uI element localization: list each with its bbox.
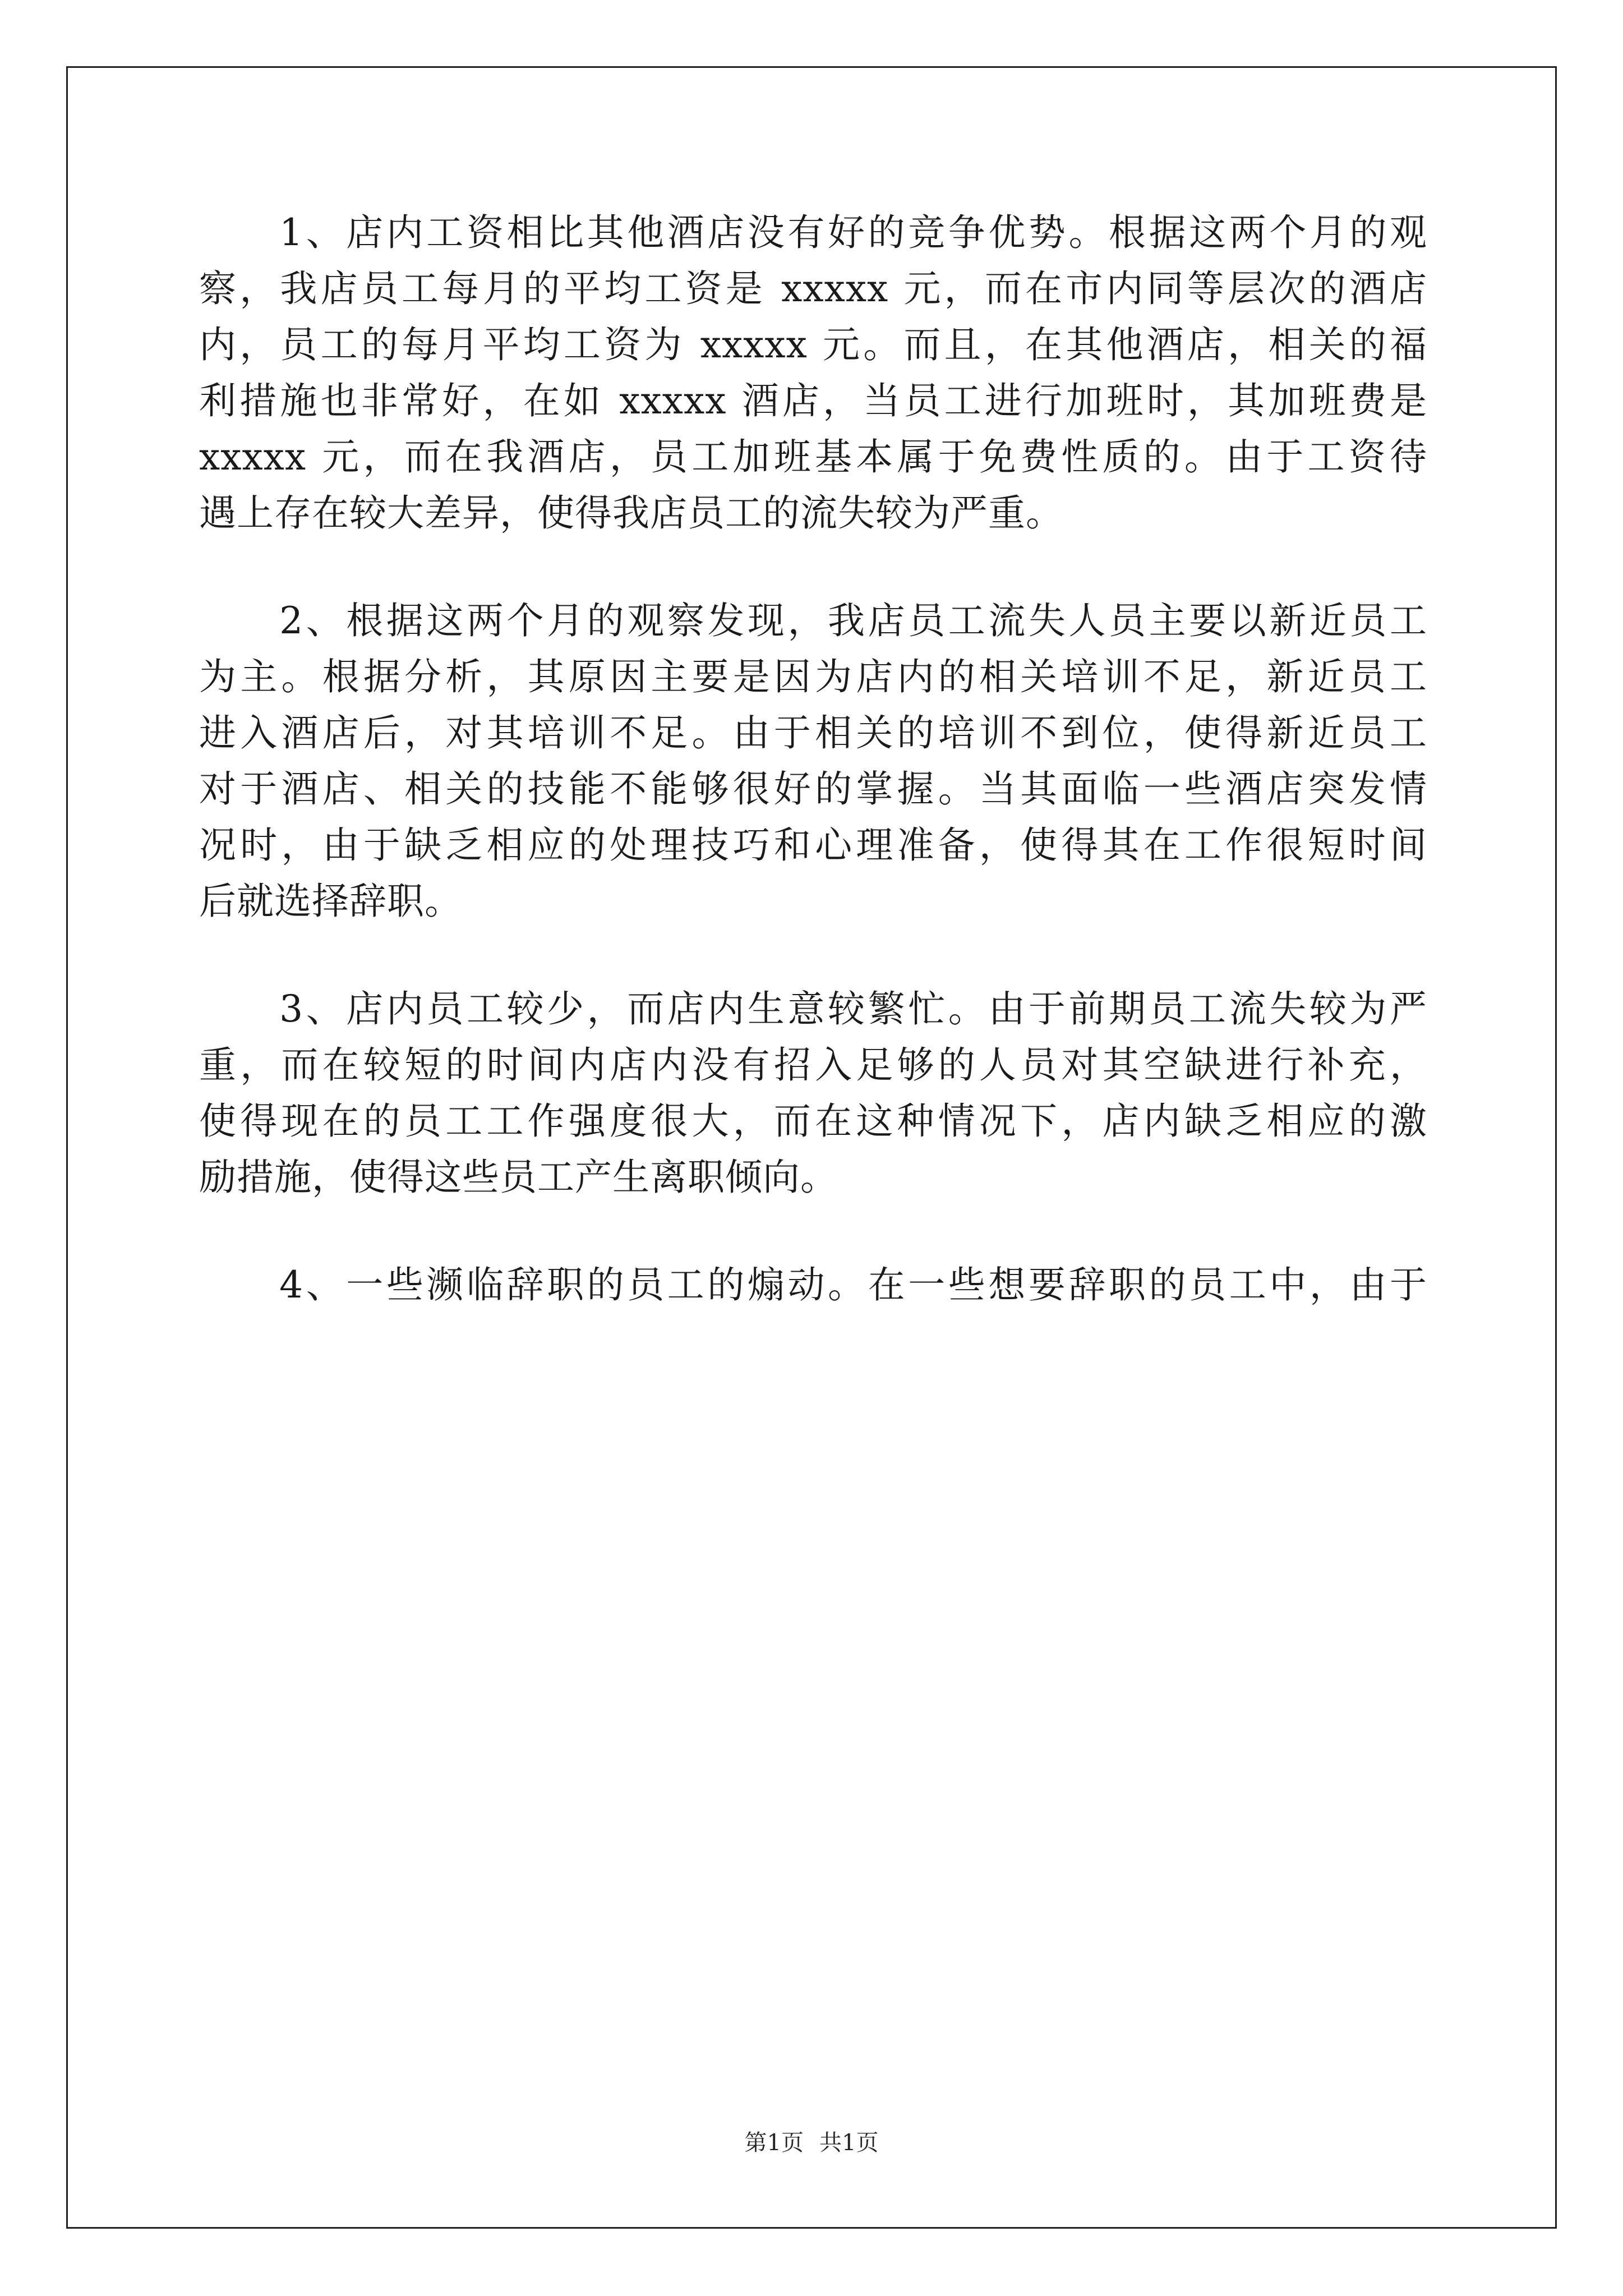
text-line: xxxxx 元，而在我酒店，员工加班基本属于免费性质的。由于工资待: [199, 435, 1427, 478]
text-line: 对于酒店、相关的技能不能够很好的掌握。当其面临一些酒店突发情: [199, 767, 1427, 811]
text-line: 遇上存在较大差异，使得我店员工的流失较为严重。: [199, 491, 1063, 535]
text-line: 重，而在较短的时间内店内没有招入足够的人员对其空缺进行补充，: [199, 1043, 1427, 1087]
text-line: 为主。根据分析，其原因主要是因为店内的相关培训不足，新近员工: [199, 655, 1427, 698]
page-total: 共1页: [819, 2130, 879, 2156]
text-line: 使得现在的员工工作强度很大，而在这种情况下，店内缺乏相应的激: [199, 1099, 1427, 1143]
text-line: 进入酒店后，对其培训不足。由于相关的培训不到位，使得新近员工: [199, 711, 1427, 754]
paragraph-2: [199, 593, 1427, 930]
text-line: 2、根据这两个月的观察发现，我店员工流失人员主要以新近员工: [199, 599, 1427, 642]
text-line: 3、店内员工较少，而店内生意较繁忙。由于前期员工流失较为严: [199, 987, 1427, 1030]
text-line: 况时，由于缺乏相应的处理技巧和心理准备，使得其在工作很短时间: [199, 823, 1427, 867]
page-number: 第1页: [744, 2130, 804, 2156]
paragraph-1: [199, 205, 1427, 541]
page-footer: [0, 2129, 1623, 2157]
text-line: 4、一些濒临辞职的员工的煽动。在一些想要辞职的员工中，由于: [199, 1263, 1427, 1306]
document-body: [199, 205, 1427, 1313]
text-line: 1、店内工资相比其他酒店没有好的竞争优势。根据这两个月的观: [199, 211, 1427, 254]
text-line: 后就选择辞职。: [199, 880, 462, 923]
text-line: 察，我店员工每月的平均工资是 xxxxx 元，而在市内同等层次的酒店: [199, 267, 1427, 310]
paragraph-4: [199, 1257, 1427, 1313]
text-line: 利措施也非常好，在如 xxxxx 酒店，当员工进行加班时，其加班费是: [199, 379, 1427, 422]
text-line: 励措施，使得这些员工产生离职倾向。: [199, 1156, 838, 1199]
paragraph-3: [199, 981, 1427, 1205]
text-line: 内，员工的每月平均工资为 xxxxx 元。而且，在其他酒店，相关的福: [199, 323, 1427, 366]
